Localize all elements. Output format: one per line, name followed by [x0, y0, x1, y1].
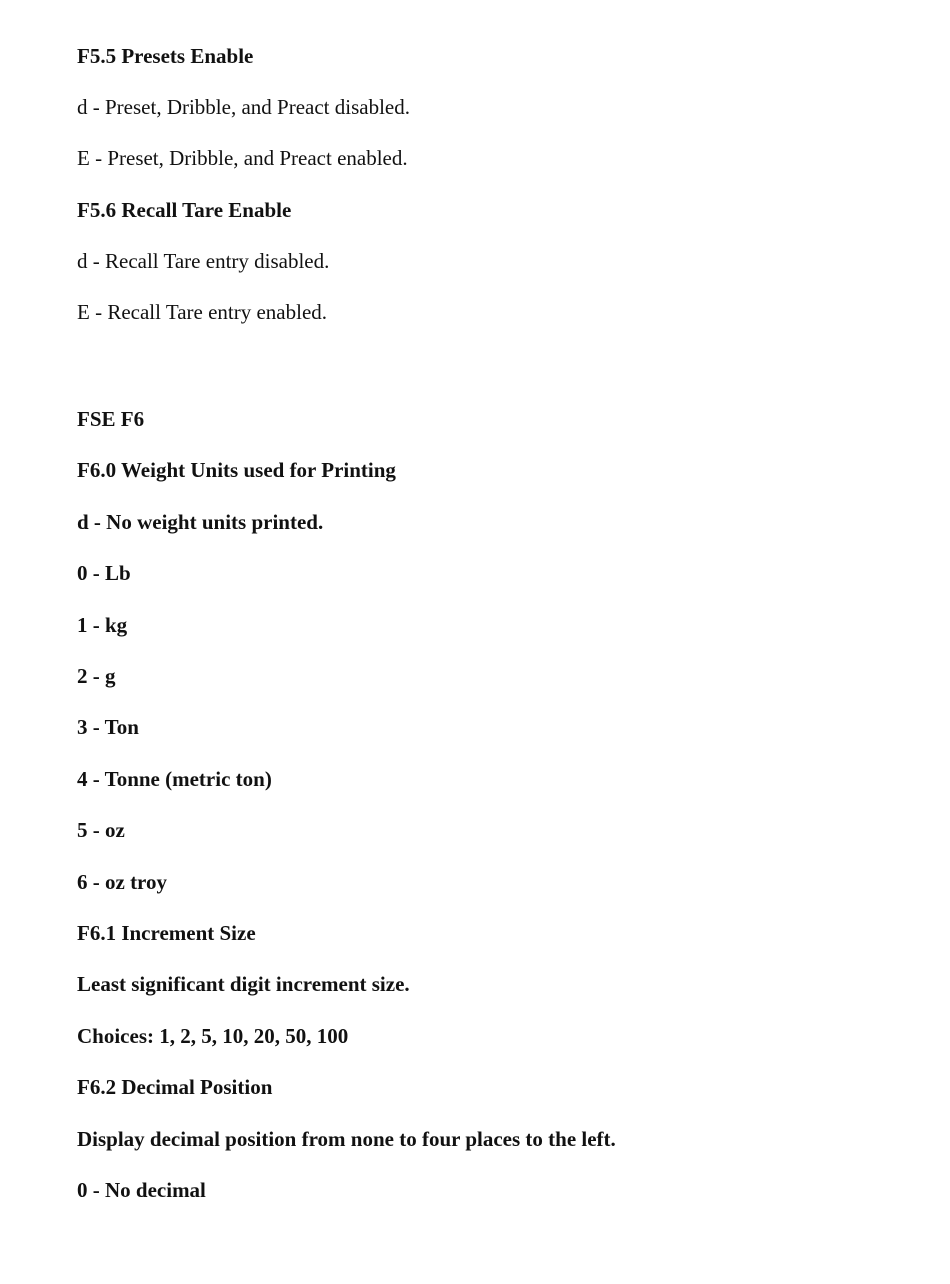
f56-heading: F5.6 Recall Tare Enable	[77, 198, 292, 222]
f60-option-oz-troy: 6 - oz troy	[77, 870, 167, 894]
f56-option-enabled: E - Recall Tare entry enabled.	[77, 300, 328, 324]
f60-option-kg: 1 - kg	[77, 613, 128, 637]
f6-section-title: FSE F6	[77, 407, 145, 431]
f60-option-oz: 5 - oz	[77, 818, 125, 842]
f60-heading: F6.0 Weight Units used for Printing	[77, 458, 396, 482]
f60-option-g: 2 - g	[77, 664, 116, 688]
f61-heading: F6.1 Increment Size	[77, 921, 256, 945]
f55-heading: F5.5 Presets Enable	[77, 44, 254, 68]
f60-option-tonne: 4 - Tonne (metric ton)	[77, 767, 272, 791]
f61-choices: Choices: 1, 2, 5, 10, 20, 50, 100	[77, 1024, 349, 1048]
f62-description: Display decimal position from none to four places to the left.	[77, 1127, 616, 1151]
f55-option-enabled: E - Preset, Dribble, and Preact enabled.	[77, 146, 408, 170]
f55-option-disabled: d - Preset, Dribble, and Preact disabled.	[77, 95, 410, 119]
f56-option-disabled: d - Recall Tare entry disabled.	[77, 249, 330, 273]
f60-option-ton: 3 - Ton	[77, 715, 139, 739]
f60-option-lb: 0 - Lb	[77, 561, 131, 585]
f62-option-no-decimal: 0 - No decimal	[77, 1178, 206, 1202]
f60-option-none: d - No weight units printed.	[77, 510, 324, 534]
f62-heading: F6.2 Decimal Position	[77, 1075, 273, 1099]
f61-description: Least significant digit increment size.	[77, 972, 410, 996]
